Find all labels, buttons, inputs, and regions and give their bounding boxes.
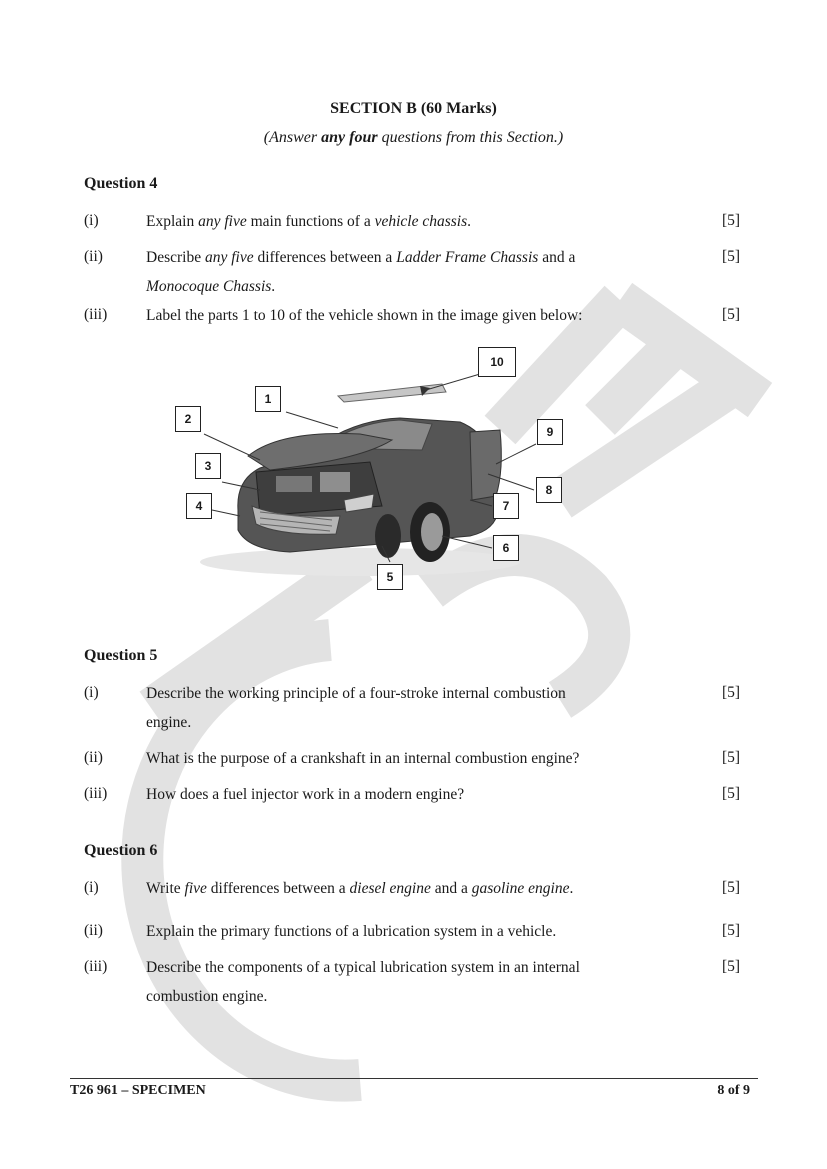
q4-part-i-marks: [5]	[722, 212, 741, 229]
q6-part-ii-marks: [5]	[722, 922, 741, 939]
q6-part-i-number: (i)	[84, 879, 99, 896]
question-6-heading: Question 6	[84, 842, 158, 859]
paper-code: T26 961 – SPECIMEN	[70, 1083, 206, 1098]
part-label-7: 7	[493, 493, 519, 519]
part-label-3: 3	[195, 453, 221, 479]
q4-part-iii-number: (iii)	[84, 306, 108, 323]
q6-part-ii-text: Explain the primary functions of a lubrication system in a vehicle.	[146, 923, 557, 940]
part-label-10: 10	[478, 347, 516, 377]
question-4-heading: Question 4	[84, 175, 158, 192]
q6-part-iii-text: Describe the components of a typical lubrication system in an internal combustion engine.	[146, 959, 580, 1005]
q6-part-i-marks: [5]	[722, 879, 741, 896]
q4-part-iii-marks: [5]	[722, 306, 741, 323]
part-label-2: 2	[175, 406, 201, 432]
vehicle-parts-figure	[160, 340, 580, 600]
q5-part-i-number: (i)	[84, 684, 99, 701]
q6-part-iii-number: (iii)	[84, 958, 108, 975]
page-number: 8 of 9	[717, 1083, 750, 1098]
q5-part-i-text: Describe the working principle of a four-stroke internal combustion engine.	[146, 685, 566, 731]
footer-divider	[70, 1078, 758, 1079]
q5-part-iii-text: How does a fuel injector work in a modern engine?	[146, 786, 465, 803]
label-leader-lines	[160, 340, 580, 600]
part-label-6: 6	[493, 535, 519, 561]
q4-part-ii-number: (ii)	[84, 248, 103, 265]
q5-part-ii-number: (ii)	[84, 749, 103, 766]
q4-part-i-number: (i)	[84, 212, 99, 229]
part-label-4: 4	[186, 493, 212, 519]
q5-part-ii-marks: [5]	[722, 749, 741, 766]
part-label-5: 5	[377, 564, 403, 590]
q4-part-ii-marks: [5]	[722, 248, 741, 265]
q5-part-ii-text: What is the purpose of a crankshaft in an internal combustion engine?	[146, 750, 580, 767]
section-instruction: (Answer any four questions from this Section.)	[263, 129, 564, 146]
q5-part-i-marks: [5]	[722, 684, 741, 701]
q6-part-i-text: Write five differences between a diesel engine and a gasoline engine.	[146, 880, 574, 897]
q5-part-iii-marks: [5]	[722, 785, 741, 802]
q6-part-iii-marks: [5]	[722, 958, 741, 975]
q4-part-iii-text: Label the parts 1 to 10 of the vehicle shown in the image given below:	[146, 307, 583, 324]
question-5-heading: Question 5	[84, 647, 158, 664]
q4-part-ii-text: Describe any five differences between a Ladder Frame Chassis and a Monocoque Chassis.	[146, 249, 576, 295]
q6-part-ii-number: (ii)	[84, 922, 103, 939]
part-label-8: 8	[536, 477, 562, 503]
q4-part-i-text: Explain any five main functions of a vehicle chassis.	[146, 213, 472, 230]
section-title: SECTION B (60 Marks)	[330, 100, 497, 117]
q5-part-iii-number: (iii)	[84, 785, 108, 802]
part-label-1: 1	[255, 386, 281, 412]
part-label-9: 9	[537, 419, 563, 445]
